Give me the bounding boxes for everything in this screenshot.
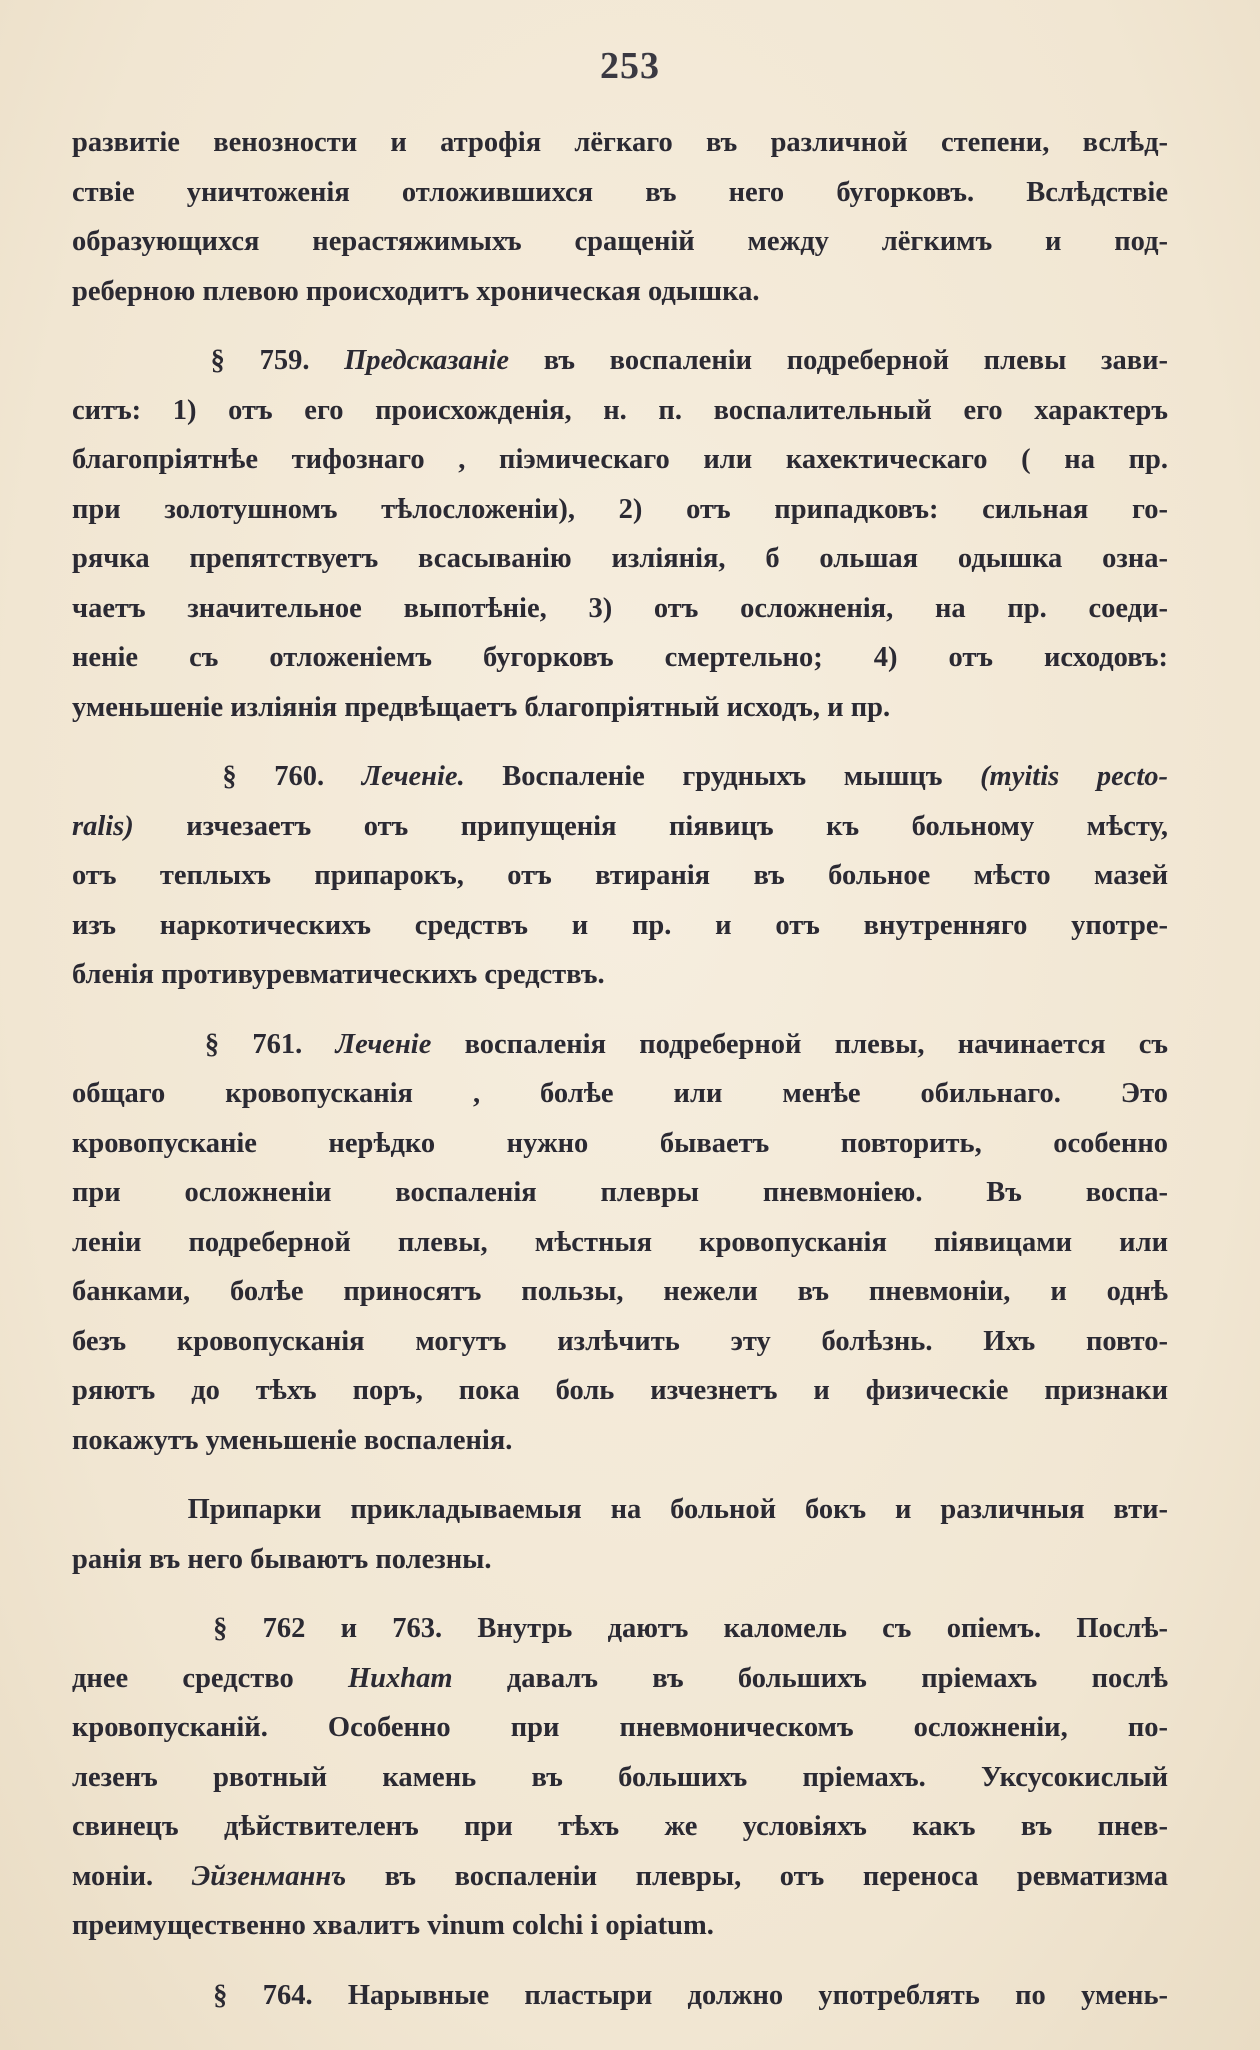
- text-fragment: Припарки прикладываемыя на больной бокъ и различныя вти-: [187, 1494, 1168, 1525]
- text-fragment: воспаленія подреберной плевы, начинается съ: [431, 1028, 1168, 1060]
- author-name: Эйзенманнъ: [191, 1860, 347, 1892]
- section-764: [72, 1971, 1168, 2021]
- body-text: [72, 118, 1168, 2020]
- text-line: кровопусканіе нерѣдко нужно бываетъ повторить, особенно: [72, 1127, 1168, 1159]
- text-line: покажутъ уменьшеніе воспаленія.: [72, 1424, 513, 1456]
- text-line: [72, 1604, 1168, 1654]
- paragraph-gap: [72, 732, 1168, 752]
- text-line: лезенъ рвотный камень въ большихъ пріемахъ. Уксусокислый: [72, 1761, 1168, 1793]
- text-fragment: Воспаленіе грудныхъ мышцъ: [464, 761, 981, 792]
- paragraph-continuation: [72, 118, 1168, 316]
- paragraph-poultices: [72, 1485, 1168, 1584]
- text-fragment: въ воспаленіи подреберной плевы зави-: [509, 345, 1169, 376]
- text-fragment: Внутрь даютъ каломель съ опіемъ. Послѣ-: [442, 1613, 1168, 1644]
- section-number: § 762 и 763.: [213, 1613, 443, 1644]
- text-line: реберною плевою происходитъ хроническая одышка.: [72, 275, 760, 307]
- paragraph-gap: [72, 316, 1168, 336]
- text-line: при золотушномъ тѣлосложеніи), 2) отъ припадковъ: сильная го-: [72, 493, 1168, 525]
- section-759: [72, 336, 1168, 732]
- section-760: [72, 752, 1168, 1000]
- text-line: чаетъ значительное выпотѣніе, 3) отъ осложненія, на пр. соеди-: [72, 592, 1168, 624]
- text-fragment: давалъ въ большихъ пріемахъ послѣ: [452, 1662, 1168, 1694]
- section-term: Леченіе.: [361, 761, 465, 792]
- text-line: леніи подреберной плевы, мѣстныя кровопусканія піявицами или: [72, 1226, 1168, 1258]
- section-761: [72, 1020, 1168, 1466]
- text-line: ствіе уничтоженія отложившихся въ него бугорковъ. Вслѣдствіе: [72, 176, 1168, 208]
- text-line: уменьшеніе изліянія предвѣщаетъ благопріятный исходъ, и пр.: [72, 691, 891, 723]
- text-line: отъ теплыхъ припарокъ, отъ втиранія въ больное мѣсто мазей: [72, 860, 1168, 891]
- text-line: безъ кровопусканія могутъ излѣчить эту болѣзнь. Ихъ повто-: [72, 1325, 1168, 1357]
- text-line: банками, болѣе приносятъ пользы, нежели въ пневмоніи, и однѣ: [72, 1276, 1168, 1307]
- text-fragment: моніи.: [72, 1860, 192, 1892]
- paragraph-gap: [72, 1584, 1168, 1604]
- text-line: [72, 1485, 1168, 1535]
- text-fragment: днее средство: [72, 1662, 348, 1694]
- latin-term: ralis): [72, 810, 134, 842]
- section-number: § 760.: [222, 761, 325, 792]
- text-line: [72, 1852, 1168, 1902]
- text-line: [72, 336, 1168, 386]
- text-line: [72, 1020, 1168, 1070]
- paragraph-gap: [72, 1465, 1168, 1485]
- text-fragment: въ воспаленіи плевры, отъ переноса ревматизма: [346, 1860, 1168, 1892]
- page-number: 253: [600, 45, 660, 87]
- section-number: § 761.: [204, 1028, 303, 1060]
- text-line: общаго кровопусканія , болѣе или менѣе обильнаго. Это: [72, 1078, 1168, 1109]
- text-line: неніе съ отложеніемъ бугорковъ смертельно; 4) отъ исходовъ:: [72, 642, 1168, 673]
- text-line: свинецъ дѣйствителенъ при тѣхъ же условіяхъ какъ въ пнев-: [72, 1811, 1168, 1842]
- text-fragment: изчезаетъ отъ припущенія піявицъ къ больному мѣсту,: [133, 810, 1168, 842]
- section-term: Предсказаніе: [344, 345, 510, 376]
- author-name: Huxham: [348, 1662, 453, 1694]
- text-line: преимущественно хвалитъ vinum colchi i opiatum.: [72, 1910, 714, 1941]
- paragraph-gap: [72, 1951, 1168, 1971]
- text-line: [72, 1654, 1168, 1704]
- text-line: образующихся нерастяжимыхъ сращеній между лёгкимъ и под-: [72, 226, 1168, 257]
- text-line: бленія противуревматическихъ средствъ.: [72, 959, 605, 990]
- text-line: [72, 802, 1168, 852]
- latin-term: (myitis pecto-: [980, 761, 1169, 792]
- text-line: [72, 752, 1168, 802]
- text-line: благопріятнѣе тифознаго , піэмическаго или кахектическаго ( на пр.: [72, 444, 1168, 475]
- text-line: изъ наркотическихъ средствъ и пр. и отъ внутренняго употре-: [72, 909, 1168, 941]
- section-762-763: [72, 1604, 1168, 1951]
- text-line: развитіе венозности и атрофія лёгкаго въ различной степени, вслѣд-: [72, 127, 1168, 158]
- text-line: при осложненіи воспаленія плевры пневмоніею. Въ воспа-: [72, 1177, 1168, 1208]
- section-term: Леченіе: [335, 1028, 432, 1060]
- paragraph-gap: [72, 1000, 1168, 1020]
- text-fragment: Нарывные пластыри должно употреблять по умень-: [312, 1979, 1169, 2011]
- section-number: § 759.: [210, 345, 310, 376]
- section-number: § 764.: [213, 1979, 313, 2011]
- text-line: рячка препятствуетъ всасыванію изліянія, б ольшая одышка озна-: [72, 543, 1168, 574]
- text-line: [72, 1971, 1168, 2021]
- text-line: ряютъ до тѣхъ поръ, пока боль изчезнетъ и физическіе признаки: [72, 1375, 1168, 1406]
- text-line: ранія въ него бываютъ полезны.: [72, 1543, 492, 1575]
- text-line: ситъ: 1) отъ его происхожденія, н. п. воспалительный его характеръ: [72, 394, 1168, 426]
- text-line: кровопусканій. Особенно при пневмоническомъ осложненіи, по-: [72, 1712, 1168, 1743]
